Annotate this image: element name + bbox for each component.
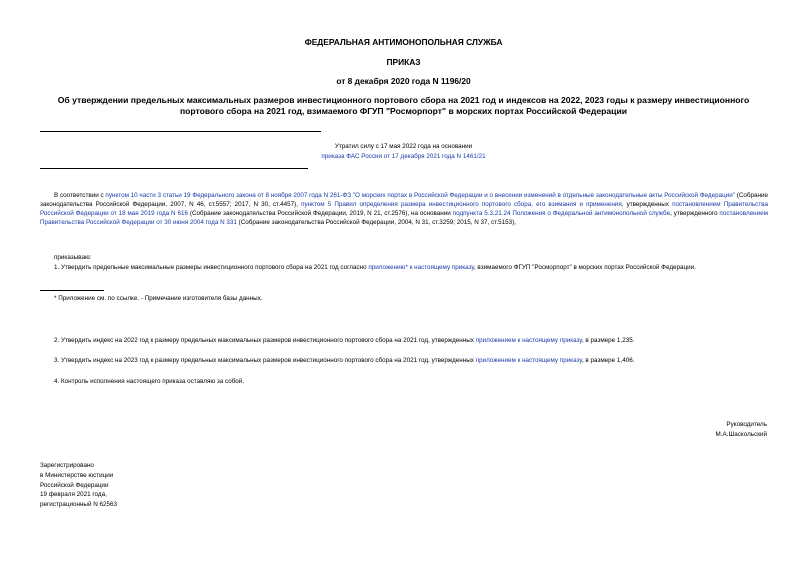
signer-name: М.А.Шаскольский bbox=[715, 430, 767, 438]
notice-line-2 bbox=[0, 153, 807, 162]
document-title: Об утверждении предельных максимальных размеров инвестиционного портового сбора на 2021 год и индексов на 2022, 2023 годы к размеру инвестиционного портового сбора на 2021 год, взимаемого ФГУП "Росморпорт" в морских портах Российской Федерации bbox=[57, 95, 750, 117]
registration-line-1: Зарегистрировано bbox=[40, 462, 94, 469]
item-1-paragraph: 1. Утвердить предельные максимальные размеры инвестиционного портового сбора на 2021 год согласно приложению* к настоящему приказу, взимаемого ФГУП "Росморпорт" в морских портах Российской Федерации. bbox=[54, 264, 696, 271]
doc-date: от 8 декабря 2020 года N 1196/20 bbox=[336, 76, 471, 86]
appendix-link-item-2[interactable]: приложением к настоящему приказу bbox=[475, 337, 582, 344]
registration-line-3: Российской Федерации bbox=[40, 481, 109, 489]
notice-text: Утратил силу с 17 мая 2022 года на основании bbox=[334, 143, 473, 150]
regulation-subitem-link[interactable]: подпункта 5.3.21.24 Положения о Федеральной антимонопольной службе bbox=[452, 210, 671, 218]
registration-line-5: регистрационный N 62563 bbox=[40, 501, 118, 508]
registration-line-4: 19 февраля 2021 года, bbox=[40, 491, 107, 499]
footnote-separator bbox=[40, 290, 104, 291]
separator-line-notice bbox=[40, 168, 308, 169]
appendix-link-item-1[interactable]: приложению* к настоящему приказу bbox=[368, 264, 474, 271]
doc-type: ПРИКАЗ bbox=[386, 57, 421, 67]
item-4-paragraph: 4. Контроль исполнения настоящего приказа оставляю за собой. bbox=[54, 378, 245, 385]
resolution-616-link[interactable]: постановлением Правительства Российской Федерации от 18 мая 2019 года N 616 bbox=[40, 201, 768, 218]
resolution-331-link[interactable]: постановлением Правительства Российской Федерации от 30 июня 2004 года N 331 bbox=[40, 210, 768, 227]
item-2-paragraph: 2. Утвердить индекс на 2022 год к размеру предельных максимальных размеров инвестиционного портового сбора на 2021 год, утвержденных приложением к настоящему приказу, в размере 1,235. bbox=[54, 337, 635, 344]
registration-line-2: в Министерстве юстиции bbox=[40, 471, 114, 479]
law-261-fz-link[interactable]: пунктом 10 части 3 статьи 19 Федерального закона от 8 ноября 2007 года N 261-ФЗ "О морских портах в Российской Федерации и о внесении изменений в отдельные законодательные акты Российской Федерации" bbox=[105, 192, 735, 199]
agency-name: ФЕДЕРАЛЬНАЯ АНТИМОНОПОЛЬНАЯ СЛУЖБА bbox=[304, 37, 503, 47]
separator-line-top bbox=[40, 131, 321, 132]
preamble-paragraph: В соответствии с пунктом 10 части 3 статьи 19 Федерального закона от 8 ноября 2007 года N 261-ФЗ "О морских портах в Российской Федерации и о внесении изменений в отдельные законодательные акты Российской Федерации" (Собрание законодательства Российской Федерации, 2007, N 46, ст.5557; 2017, N 30, ст.4457), пунктом 5 Правил определения размера инвестиционного портового сбора, его взимания и применения, утвержденных постановлением Правительства Российской Федерации от 18 мая 2019 года N 616 (Собрание законодательства Российской Федерации, 2019, N 21, ст.2576), на основании подпункта 5.3.21.24 Положения о Федеральной антимонопольной службе, утвержденного постановлением Правительства Российской Федерации от 30 июня 2004 года N 331 (Собрание законодательства Российской Федерации, 2004, N 31, ст.3259; 2015, N 37, ст.5153), bbox=[40, 192, 768, 227]
registration-block bbox=[40, 461, 117, 510]
appendix-link-item-3[interactable]: приложением к настоящему приказу bbox=[475, 357, 582, 364]
order-word: приказываю: bbox=[54, 254, 92, 261]
footnote-text: * Приложение см. по ссылке. - Примечание изготовителя базы данных. bbox=[54, 295, 263, 302]
repeal-order-link[interactable]: приказа ФАС России от 17 декабря 2021 года N 1461/21 bbox=[321, 153, 486, 160]
signature-block bbox=[716, 420, 767, 440]
signer-position: Руководитель bbox=[726, 421, 767, 428]
item-3-paragraph: 3. Утвердить индекс на 2023 год к размеру предельных максимальных размеров инвестиционного портового сбора на 2021 год, утвержденных приложением к настоящему приказу, в размере 1,406. bbox=[54, 357, 635, 364]
rules-item-5-link[interactable]: пунктом 5 Правил определения размера инвестиционного портового сбора, его взимания и применения bbox=[301, 201, 622, 209]
